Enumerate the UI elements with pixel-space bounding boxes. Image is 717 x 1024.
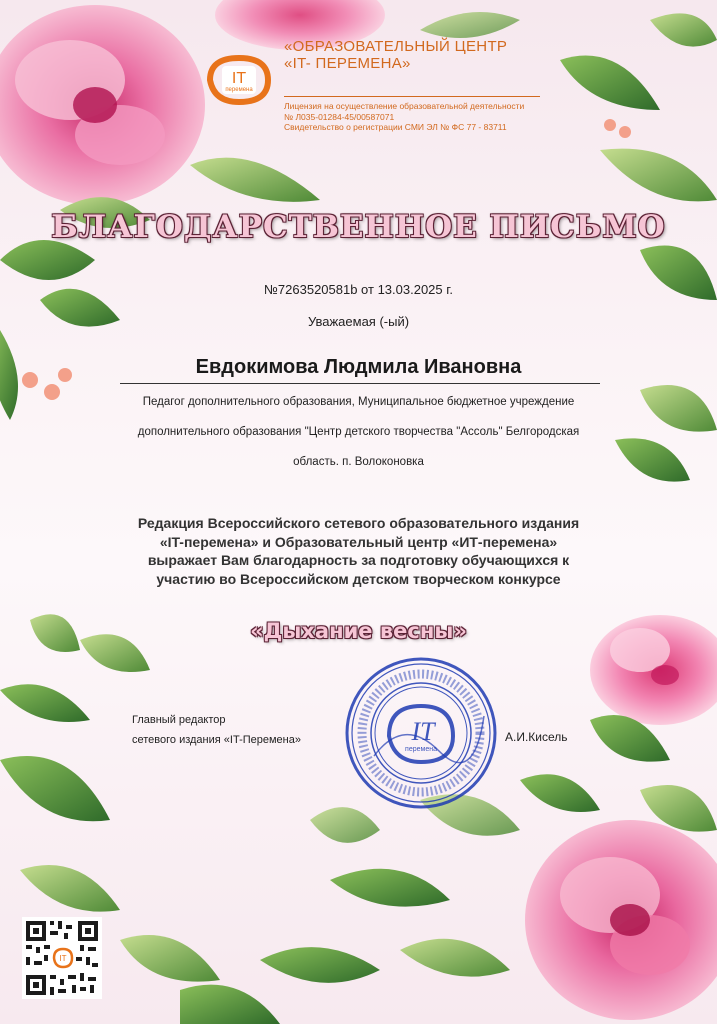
contest-name: «Дыхание весны» xyxy=(250,619,467,643)
org-name xyxy=(284,38,554,72)
header-divider xyxy=(284,96,540,97)
rose-bottom-right-icon xyxy=(525,820,717,1020)
seal-logo-text: IT xyxy=(411,717,435,746)
position-line-3: область. п. Волоконовка xyxy=(293,456,424,468)
license-text: Лицензия на осуществление образовательной деятельности xyxy=(284,101,525,111)
signer-role-line-1: Главный редактор xyxy=(132,714,226,726)
thanks-line-2: «IT-перемена» и Образовательный центр «ИТ-перемена» xyxy=(159,533,558,550)
thanks-paragraph xyxy=(105,514,612,588)
thanks-line-3: выражает Вам благодарность за подготовку обучающихся к xyxy=(147,552,570,568)
it-peremena-logo-icon xyxy=(204,54,274,106)
license-number: № Л035-01284-45/00587071 xyxy=(284,111,395,122)
position-line-2: дополнительного образования "Центр детского творчества "Ассоль" Белгородская xyxy=(137,426,580,438)
signer-role xyxy=(132,710,301,750)
signer-role-line-2: сетевого издания «IT-Перемена» xyxy=(132,734,301,746)
qr-logo-text: IT xyxy=(59,954,67,963)
document-title: БЛАГОДАРСТВЕННОЕ ПИСЬМО xyxy=(51,209,666,245)
salutation: Уважаемая (-ый) xyxy=(307,314,410,329)
position-line-1: Педагог дополнительного образования, Муниципальное бюджетное учреждение xyxy=(142,396,575,408)
document-number: №7263520581b от 13.03.2025 г. xyxy=(263,282,454,297)
org-name-line-1: «ОБРАЗОВАТЕЛЬНЫЙ ЦЕНТР xyxy=(284,38,508,55)
logo-text: IT xyxy=(231,70,247,87)
logo-subtext: перемена xyxy=(225,87,253,93)
signer-name: А.И.Кисель xyxy=(505,730,568,744)
registration-text: Свидетельство о регистрации СМИ ЭЛ № ФС 77 - 83711 xyxy=(284,122,507,132)
name-underline xyxy=(120,383,600,384)
thanks-line-4: участию во Всероссийском детском творческом конкурсе xyxy=(156,570,561,587)
org-details xyxy=(284,101,564,133)
seal-logo-subtext: перемена xyxy=(405,746,437,753)
official-seal-icon xyxy=(344,656,498,810)
recipient-name: Евдокимова Людмила Ивановна xyxy=(195,356,522,378)
thanks-line-1: Редакция Всероссийского сетевого образовательного издания xyxy=(137,515,580,531)
qr-code-icon[interactable] xyxy=(22,917,102,999)
org-name-line-2: «IT- ПЕРЕМЕНА» xyxy=(284,55,411,72)
